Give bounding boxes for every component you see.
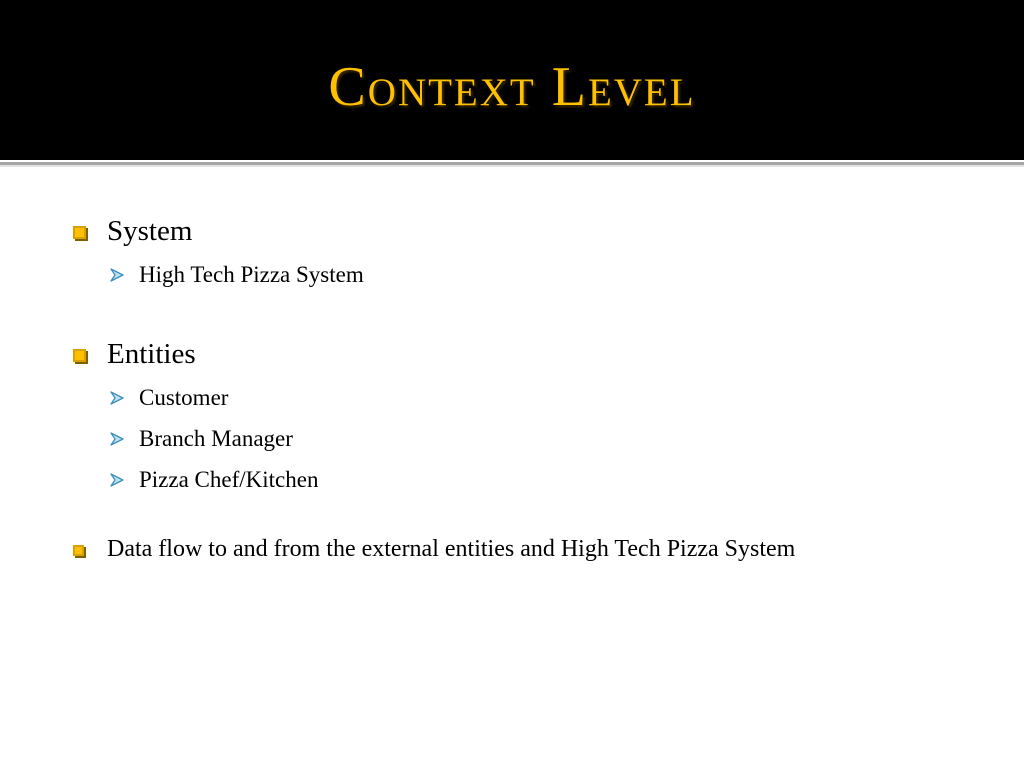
arrow-bullet-icon xyxy=(110,391,124,405)
sub-bullet-item xyxy=(110,260,364,290)
sub-bullet-text: Branch Manager xyxy=(139,426,293,451)
bullet-item xyxy=(73,213,192,249)
bullet-item xyxy=(73,534,795,564)
title-divider-highlight xyxy=(0,165,1024,167)
sub-bullet-text: High Tech Pizza System xyxy=(139,262,364,287)
bullet-text: Entities xyxy=(107,338,196,370)
square-bullet-icon xyxy=(73,349,86,362)
sub-bullet-text: Pizza Chef/Kitchen xyxy=(139,467,319,492)
title-bar xyxy=(0,0,1024,160)
bullet-item xyxy=(73,336,196,372)
bullet-text: System xyxy=(107,215,193,247)
bullet-text: Data flow to and from the external entities and High Tech Pizza System xyxy=(107,536,796,562)
slide-title: Context Level xyxy=(328,56,696,118)
sub-bullet-item xyxy=(110,424,293,454)
sub-bullet-item xyxy=(110,465,318,495)
sub-bullet-text: Customer xyxy=(139,385,229,410)
square-bullet-icon xyxy=(73,545,84,556)
arrow-bullet-icon xyxy=(110,268,124,282)
sub-bullet-item xyxy=(110,383,228,413)
arrow-bullet-icon xyxy=(110,432,124,446)
arrow-bullet-icon xyxy=(110,473,124,487)
square-bullet-icon xyxy=(73,226,86,239)
